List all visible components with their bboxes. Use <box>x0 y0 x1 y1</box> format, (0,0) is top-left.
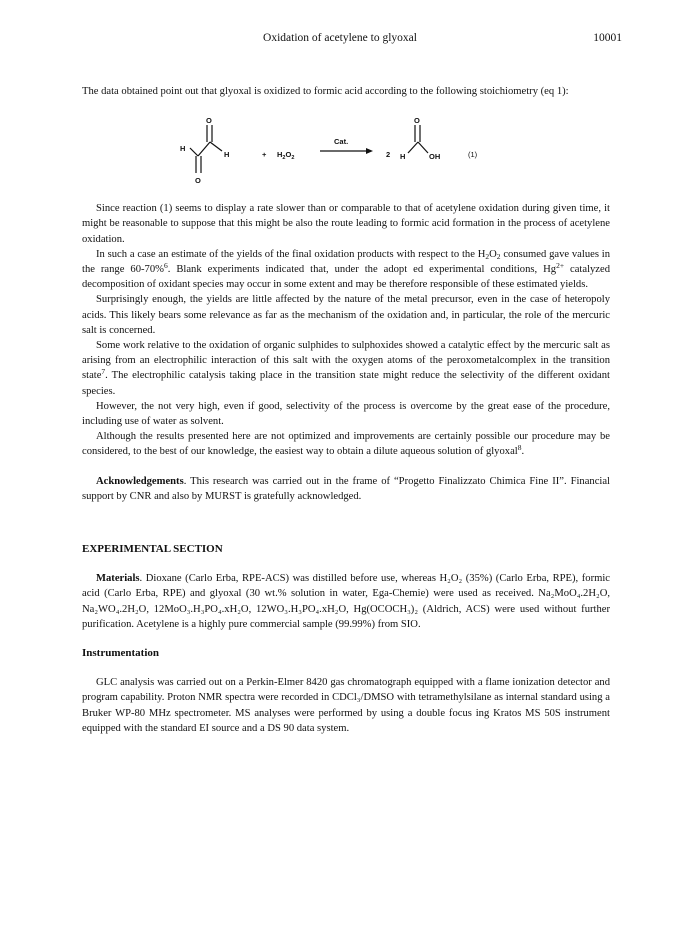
p6-text-b: . <box>521 446 525 458</box>
p4-ref-7: 7 <box>101 367 106 377</box>
h2o2-sub2: 2 <box>291 155 295 162</box>
p2-ref-6: 6 <box>163 261 168 271</box>
formic-o: O <box>414 116 420 126</box>
instrumentation-paragraph: GLC analysis was carried out on a Perkin-Elmer 8420 gas chromatograph equipped with a flame ionization detector and program capability. Proton NMR spectra were recorded in CDCl₃/DMSO with tetramethylsilane as internal standard using a Bruker WP-80 MHz spectrometer. MS analyses were performed by using a double focus ing Kratos MS 50S instrument equipped with the standard EI source and a DS 90 data system. <box>82 677 610 734</box>
acknowledgements-text: . This research was carried out in the frame of “Progetto Finalizzato Chimica Fine II”. Financial support by CNR and also by MURST is gratefully acknowledged. <box>82 475 610 502</box>
materials-text: . Dioxane (Carlo Erba, RPE-ACS) was distilled before use, whereas H₂O₂ (35%) (Carlo Erba, RPE), formic acid (Carlo Erba, RPE) and glyoxal (30 wt.% solution in water, Ega-Chemie) were used as received. Na₂MoO₄.2H₂O, Na₂WO₄.2H₂O, 12MoO₃.H₃PO₄.xH₂O, 12WO₃.H₃PO₄.xH₂O, Hg(OCOCH₃)₂ (Aldrich, ACS) were used without further purification. Acetylene is a highly pure commercial sample (99.99%) from SIO. <box>82 573 610 630</box>
body-text <box>82 84 610 736</box>
p2-text-c: consumed gave values in the range 60-70% <box>82 248 610 276</box>
paragraph-2 <box>82 247 610 293</box>
paragraph-1: Since reaction (1) seems to display a rate slower than or comparable to that of acetylene oxidation during given time, it might be reasonable to suppose that this might be also the route leading to formic acid formation in the process of acetylene oxidation. <box>82 203 610 245</box>
acknowledgements-label: Acknowledgements <box>96 475 184 487</box>
instrumentation-heading: Instrumentation <box>82 647 160 660</box>
p6-ref-8: 8 <box>517 443 522 453</box>
formic-oh: OH <box>429 152 441 162</box>
p2-text-a: In such a case an estimate of the yields of the final oxidation products with respect to the H <box>96 248 486 260</box>
p6-text-a: Although the results presented here are not optimized and improvements are certainly possible our procedure may be considered, to the best of our knowledge, the easiest way to obtain a dilute aqueous solution of glyoxal <box>82 431 610 458</box>
p4-text-a: Some work relative to the oxidation of organic sulphides to sulphoxides showed a catalytic effect by the mercuric salt as arising from an electrophilic interaction of this salt with the oxygen atoms of the peroxometalcomplex in the transition state <box>82 340 610 382</box>
acknowledgements-paragraph <box>82 474 610 504</box>
glyoxal-o-top: O <box>206 116 212 126</box>
materials-paragraph <box>82 571 610 632</box>
h2o2-h: H <box>277 150 283 160</box>
running-header <box>0 32 680 46</box>
h2o2-o: O <box>285 150 292 160</box>
intro-paragraph: The data obtained point out that glyoxal is oxidized to formic acid according to the following stoichiometry (eq 1): <box>82 86 569 97</box>
p2-sub-2: 2 <box>496 251 501 261</box>
stoichiometric-coefficient: 2 <box>386 150 391 160</box>
h2o2-sub1: 2 <box>282 155 286 162</box>
glyoxal-structure <box>190 125 222 173</box>
h2o2-formula <box>277 150 294 161</box>
plus-sign: + <box>262 150 267 160</box>
reaction-scheme <box>82 105 610 197</box>
running-title: Oxidation of acetylene to glyoxal <box>263 32 417 44</box>
p2-charge: 2+ <box>556 261 565 271</box>
reaction-arrow <box>320 148 373 154</box>
reaction-equation <box>82 105 610 197</box>
page-number: 10001 <box>593 32 622 44</box>
materials-label: Materials <box>96 573 140 585</box>
experimental-heading: EXPERIMENTAL SECTION <box>82 543 223 556</box>
catalyst-label: Cat. <box>334 137 349 147</box>
formic-h: H <box>400 152 406 162</box>
paragraph-4 <box>82 338 610 399</box>
paragraph-3: Surprisingly enough, the yields are little affected by the nature of the metal precursor, even in the case of heteropoly acids. This likely bears some relevance as far as the mechanism of the oxidation and, in particular, the role of the mercuric salt is concerned. <box>82 294 610 336</box>
p2-text-e: catalyzed decomposition of oxidant species may occur in some extent and may be therefore responsible of these estimated yields. <box>82 264 611 291</box>
glyoxal-h-left: H <box>180 144 186 154</box>
p2-text-b: O <box>489 248 497 260</box>
glyoxal-o-bottom: O <box>195 176 201 186</box>
p2-sub-1: 2 <box>485 251 490 261</box>
equation-number: (1) <box>468 150 478 160</box>
paragraph-6 <box>82 429 610 459</box>
formic-acid-structure <box>408 125 428 153</box>
p4-text-b: . The electrophilic catalysis taking place in the transition state might reduce the selectivity of the different oxidant species. <box>82 370 610 397</box>
p2-text-d: . Blank experiments indicated that, under the adopt ed experimental conditions, Hg <box>167 264 557 276</box>
paragraph-5: However, the not very high, even if good, selectivity of the process is overcome by the great ease of the procedure, including use of water as solvent. <box>82 400 610 428</box>
glyoxal-h-right: H <box>224 150 230 160</box>
